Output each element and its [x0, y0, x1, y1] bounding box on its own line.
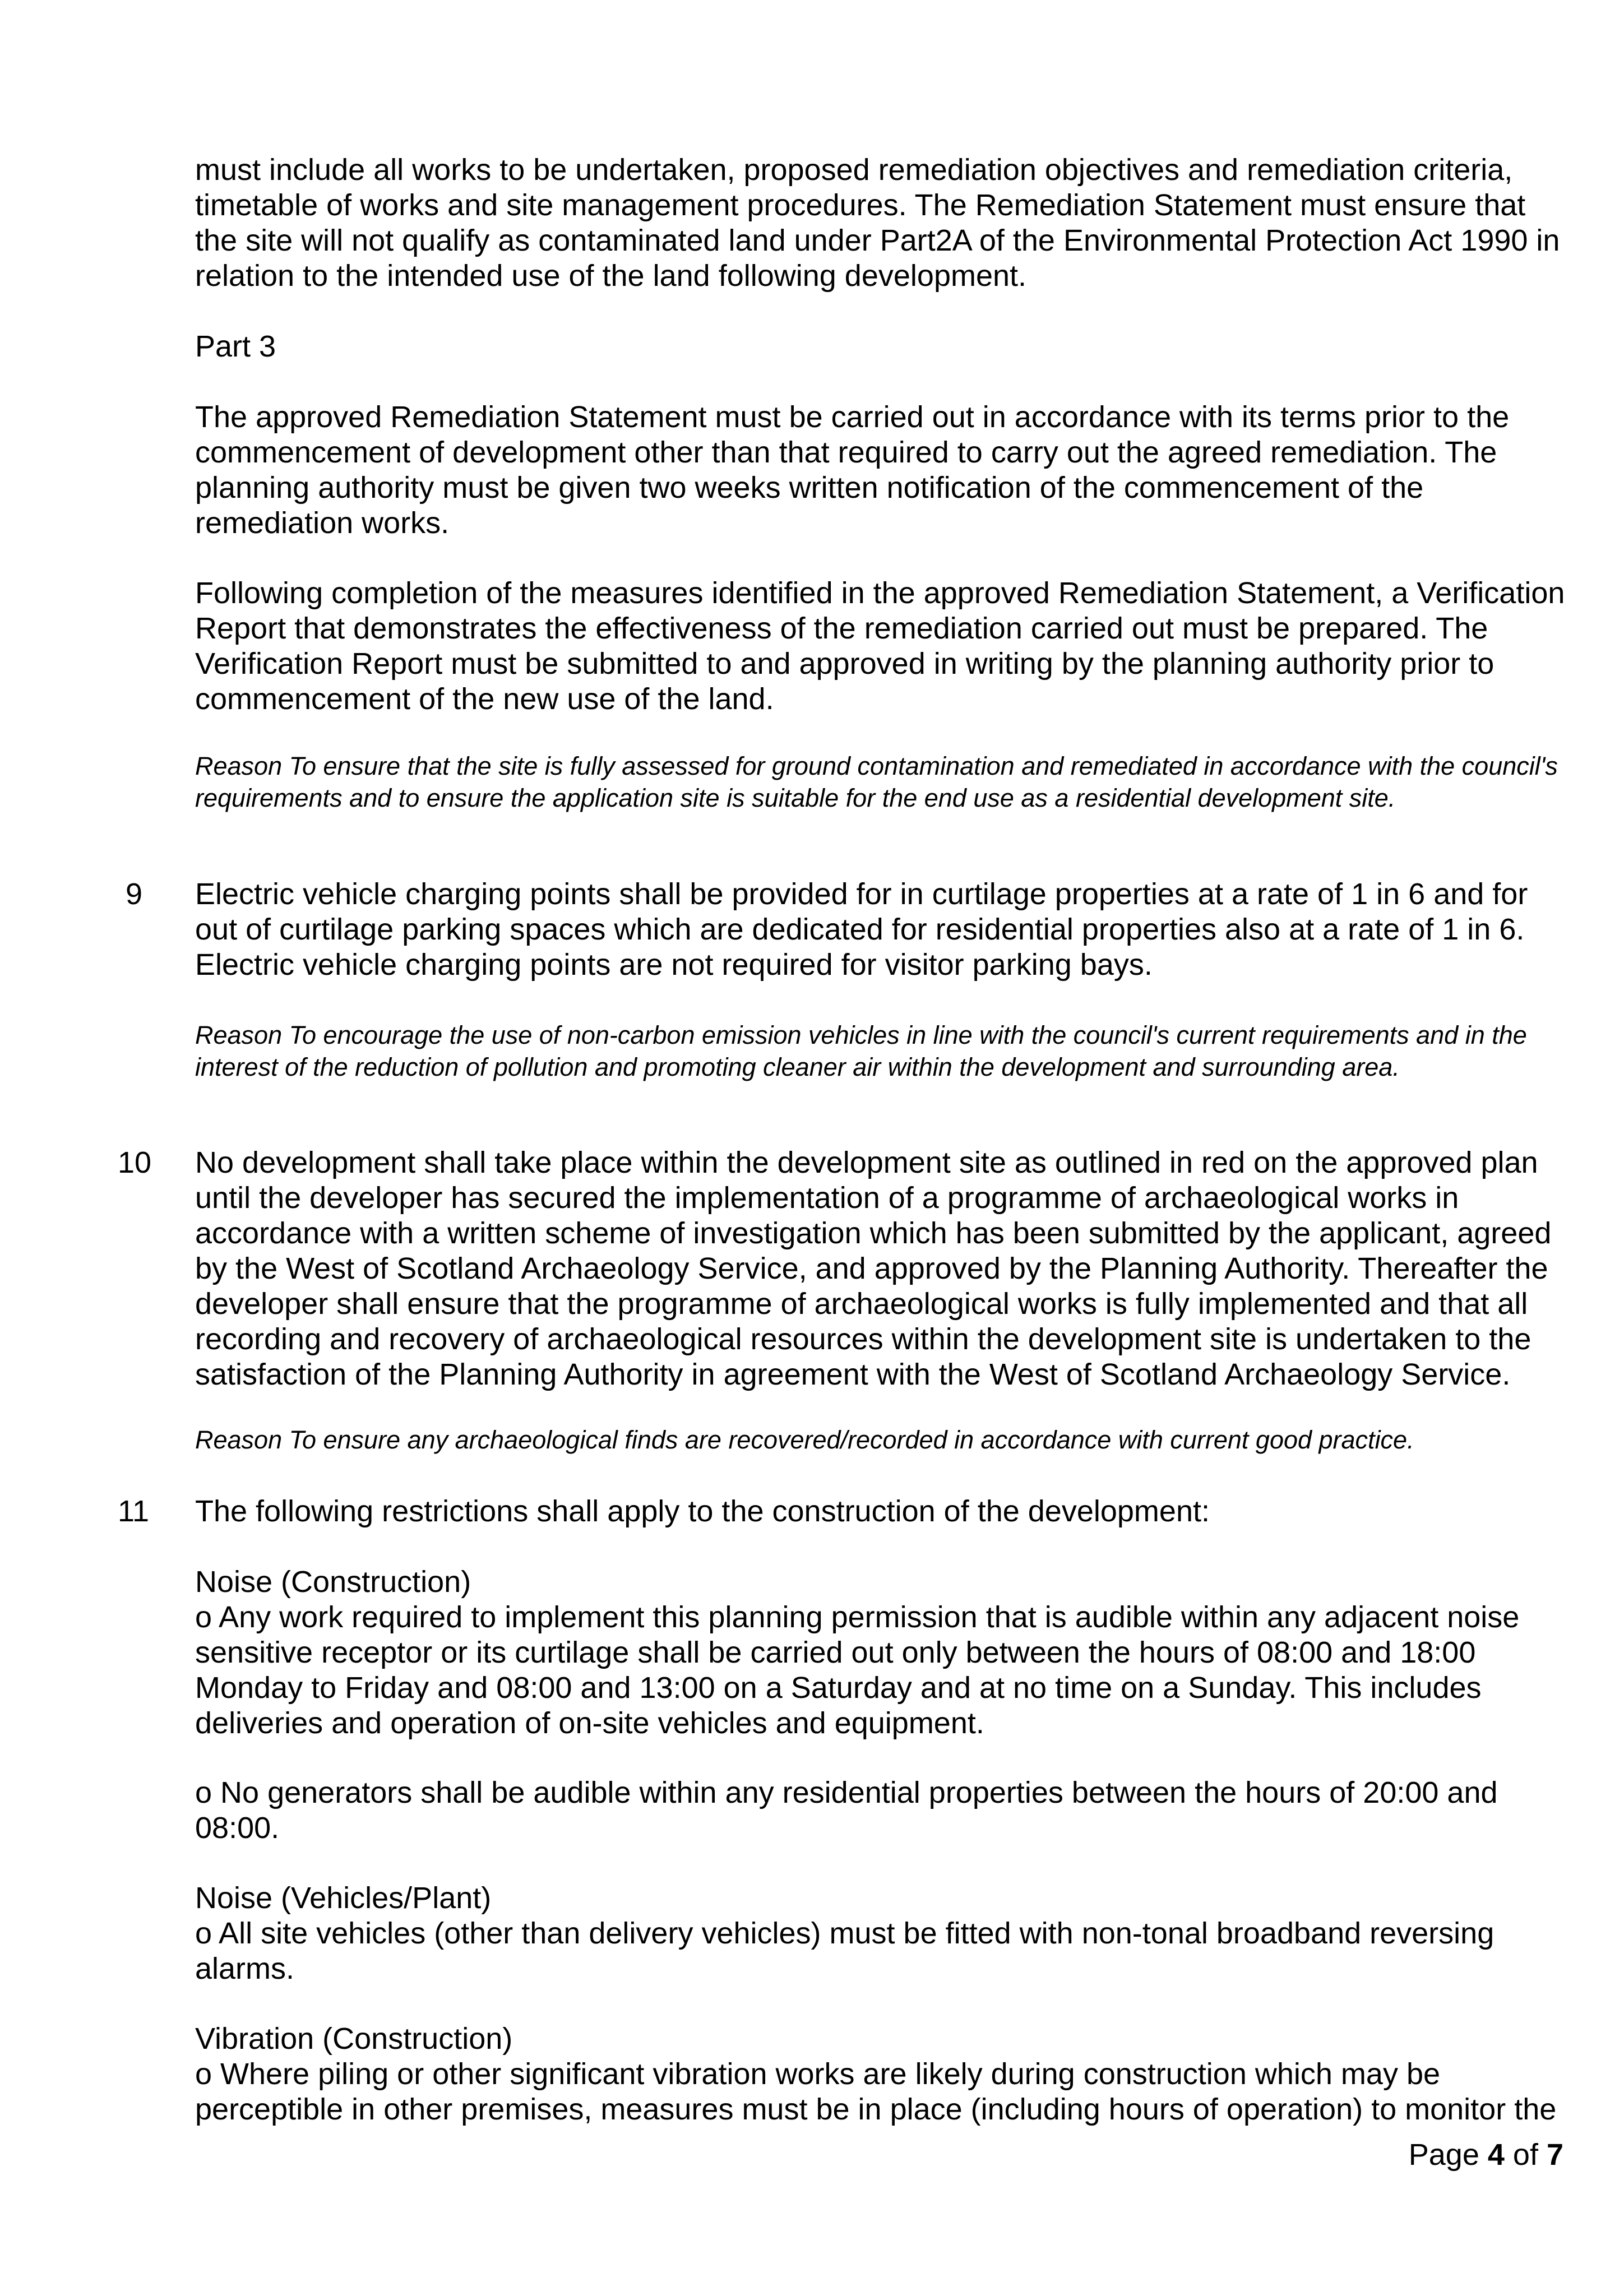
noise-vehicles-heading: Noise (Vehicles/Plant) — [195, 1881, 492, 1915]
noise-vehicles-item: o All site vehicles (other than delivery vehicles) must be fitted with non-tonal broadband reversing alarms. — [195, 1917, 1495, 1985]
part3-paragraph-1: The approved Remediation Statement must be carried out in accordance with its terms prior to the commencement of development other than that required to carry out the agreed remediation. The planning authority must be given two weeks written notification of the commencement of the remediation works. — [195, 400, 1510, 540]
condition-9-reason: Reason To encourage the use of non-carbon emission vehicles in line with the council's current requirements and in the interest of the reduction of pollution and promoting cleaner air within the development and surrounding area. — [195, 1021, 1527, 1081]
part3-paragraph-2: Following completion of the measures identified in the approved Remediation Statement, a Verification Report that demonstrates the effectiveness of the remediation carried out must be prepared. The Verification Report must be submitted to and approved in writing by the planning authority prior to commencement of the new use of the land. — [195, 576, 1565, 716]
condition-9-text: Electric vehicle charging points shall be provided for in curtilage properties at a rate of 1 in 6 and for out of curtilage parking spaces which are dedicated for residential properties also at a rate of 1 in 6. Electric vehicle charging points are not required for visitor parking bays. — [195, 877, 1528, 982]
remediation-intro-paragraph: must include all works to be undertaken, proposed remediation objectives and remediation criteria, timetable of works and site management procedures. The Remediation Statement must ensure that the site will not qualify as contaminated land under Part2A of the Environmental Protection Act 1990 in relation to the intended use of the land following development. — [195, 153, 1560, 293]
condition-10-number: 10 — [118, 1146, 152, 1179]
noise-construction-item-1: o Any work required to implement this planning permission that is audible within any adjacent noise sensitive receptor or its curtilage shall be carried out only between the hours of 08:00 and 18:00 Monday to Friday and 08:00 and 13:00 on a Saturday and at no time on a Sunday. This includes deliveries and operation of on-site vehicles and equipment. — [195, 1600, 1520, 1740]
footer-total-pages: 7 — [1546, 2138, 1563, 2172]
condition-8-reason: Reason To ensure that the site is fully assessed for ground contamination and remediated in accordance with the council's requirements and to ensure the application site is suitable for the end use as a residential development site. — [195, 752, 1558, 812]
part3-heading: Part 3 — [195, 330, 276, 363]
footer-page-word: Page — [1408, 2138, 1488, 2172]
vibration-heading: Vibration (Construction) — [195, 2022, 513, 2056]
condition-11-number: 11 — [118, 1494, 150, 1528]
vibration-item: o Where piling or other significant vibration works are likely during construction which may be perceptible in other premises, measures must be in place (including hours of operation) to monitor the — [195, 2057, 1557, 2126]
condition-11-text: The following restrictions shall apply to the construction of the development: — [195, 1494, 1210, 1528]
footer-current-page: 4 — [1487, 2138, 1505, 2172]
condition-9-number: 9 — [126, 877, 143, 911]
page-number-footer — [1409, 2137, 1563, 2173]
condition-10-text: No development shall take place within the development site as outlined in red on the approved plan until the developer has secured the implementation of a programme of archaeological works in accordance with a written scheme of investigation which has been submitted by the applicant, agreed by the West of Scotland Archaeology Service, and approved by the Planning Authority. Thereafter the developer shall ensure that the programme of archaeological works is fully implemented and that all recording and recovery of archaeological resources within the development site is undertaken to the satisfaction of the Planning Authority in agreement with the West of Scotland Archaeology Service. — [195, 1146, 1552, 1391]
condition-10-reason: Reason To ensure any archaeological finds are recovered/recorded in accordance with current good practice. — [195, 1425, 1414, 1454]
footer-of-word: of — [1504, 2138, 1547, 2172]
noise-construction-item-2: o No generators shall be audible within any residential properties between the hours of 20:00 and 08:00. — [195, 1776, 1498, 1845]
noise-construction-heading: Noise (Construction) — [195, 1565, 471, 1599]
